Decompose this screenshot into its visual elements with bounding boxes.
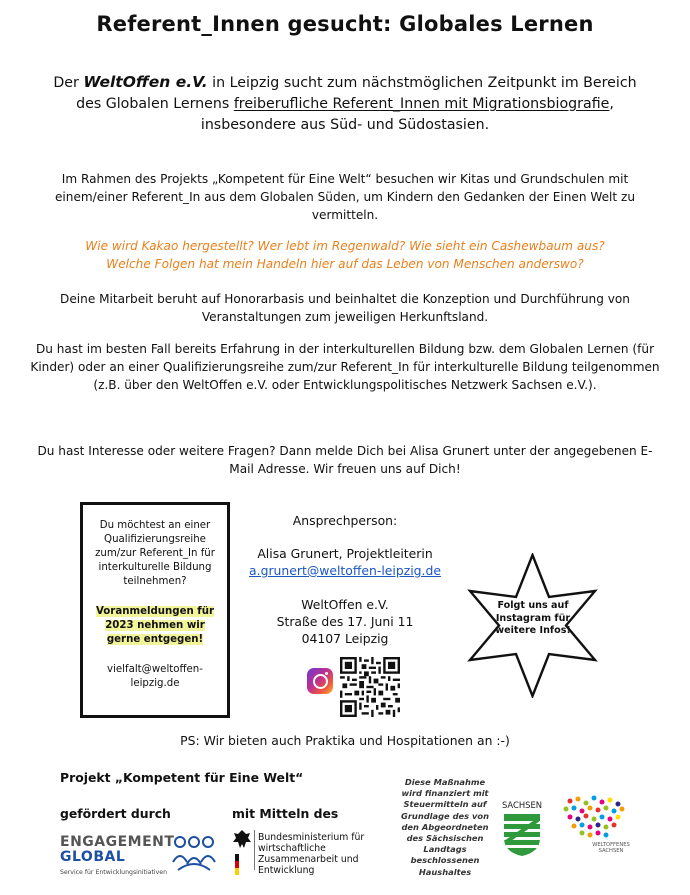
engagement-global-logo xyxy=(60,835,174,876)
intro-brand: WeltOffen e.V. xyxy=(83,73,208,91)
intro-underlined: freiberufliche Referent_Innen mit Migrationsbiografie xyxy=(233,96,610,112)
work-paragraph: Deine Mitarbeit beruht auf Honorarbasis und beinhaltet die Konzeption und Durchführung von Veranstaltungen zum jeweiligen Herkunftsland. xyxy=(60,292,630,324)
qr-code-icon[interactable] xyxy=(340,657,400,717)
contact-paragraph: Du hast Interesse oder weitere Fragen? Dann melde Dich bei Alisa Grunert unter der angegebenen E-Mail Adresse. Wir freuen uns auf Dich! xyxy=(37,444,653,476)
intro-post: , insbesondere aus Süd- und Südostasien. xyxy=(200,96,614,133)
contact-person: Alisa Grunert, Projektleiterin xyxy=(257,546,433,561)
experience-paragraph: Du hast im besten Fall bereits Erfahrung in der interkulturellen Bildung bzw. dem Globalen Lernen (für Kinder) oder an einer Qualifizierungsreihe zum/zur Referent_In für interkulturelle Bildung teilgenommen (z.B. über den WeltOffen e.V. oder Entwicklungspolitisches Netzwerk Sachsen e.V.). xyxy=(30,342,660,392)
project-paragraph: Im Rahmen des Projekts „Kompetent für Eine Welt“ besuchen wir Kitas und Grundschulen mit einem/einer Referent_In aus dem Globalen Süden, um Kindern den Gedanken der Einen Welt zu vermitteln. xyxy=(54,172,635,222)
contact-email-wrapper xyxy=(240,562,450,579)
sachsen-label: SACHSEN xyxy=(501,800,543,810)
federal-eagle-icon xyxy=(232,828,252,876)
sachsen-coat-of-arms-icon xyxy=(502,812,542,858)
weltoffenes-sachsen-label: WELTOFFENES SACHSEN xyxy=(592,842,630,854)
eg-line-3: Service für Entwicklungsinitiativen xyxy=(60,869,168,876)
bmz-name: Bundesministerium für wirtschaftliche Zusammenarbeit und Entwicklung xyxy=(258,832,365,876)
preregistration-highlight: Voranmeldungen für 2023 nehmen wir gerne entgegen! xyxy=(95,606,214,645)
finance-note: Diese Maßnahme wird finanziert mit Steuermitteln auf Grundlage des von den Abgeordneten des Sächsischen Landtags beschlossenen Haushaltes xyxy=(401,777,489,877)
question-line-1: Wie wird Kakao hergestellt? Wer lebt im Regenwald? Wie sieht ein Cashewbaum aus? xyxy=(85,239,605,253)
intro-paragraph xyxy=(40,72,650,136)
contact-email-link[interactable]: a.grunert@weltoffen-leipzig.de xyxy=(249,563,441,578)
ps-note: PS: Wir bieten auch Praktika und Hospitationen an :-) xyxy=(180,733,510,748)
eg-line-1: ENGAGEMENT xyxy=(60,834,175,850)
qualification-email[interactable]: vielfalt@weltoffen-leipzig.de xyxy=(107,664,203,689)
instagram-icon[interactable] xyxy=(307,668,333,694)
people-group-icon xyxy=(170,834,218,874)
instagram-follow-text: Folgt uns auf Instagram für weitere Infos! xyxy=(495,600,571,636)
footer-funded-by: gefördert durch xyxy=(60,806,171,821)
bmz-divider xyxy=(254,830,255,870)
questions-paragraph xyxy=(30,237,660,273)
weltoffenes-sachsen-logo-icon xyxy=(560,795,632,841)
page-title: Referent_Innen gesucht: Globales Lernen xyxy=(96,12,594,36)
contact-street: Straße des 17. Juni 11 xyxy=(276,614,414,629)
footer-with-means: mit Mitteln des xyxy=(232,806,339,821)
question-line-2: Welche Folgen hat mein Handeln hier auf das Leben von Menschen anderswo? xyxy=(106,257,584,271)
contact-heading: Ansprechperson: xyxy=(292,513,398,528)
eg-line-2: GLOBAL xyxy=(60,849,126,865)
contact-city: 04107 Leipzig xyxy=(301,631,389,646)
intro-mid: in Leipzig sucht zum nächstmöglichen Zeitpunkt im Bereich des Globalen Lernens xyxy=(76,75,637,112)
intro-pre: Der xyxy=(53,75,84,91)
contact-org: WeltOffen e.V. xyxy=(301,597,389,612)
qualification-question: Du möchtest an einer Qualifizierungsreihe zum/zur Referent_In für interkulturelle Bildung teilnehmen? xyxy=(95,520,215,587)
qualification-box xyxy=(80,502,230,718)
footer-project: Projekt „Kompetent für Eine Welt“ xyxy=(60,770,304,785)
